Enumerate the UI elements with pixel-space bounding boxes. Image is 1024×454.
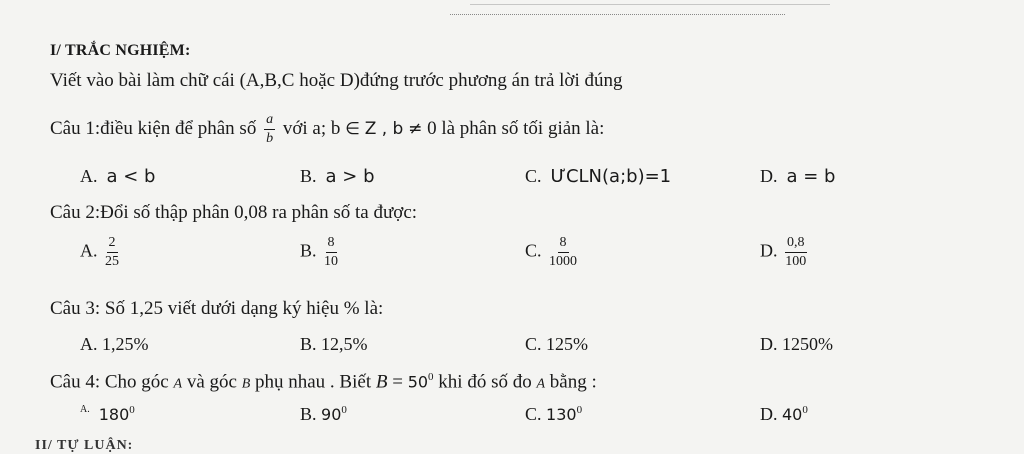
q4-part-5: bằng : — [549, 371, 597, 393]
frac-den: 25 — [105, 254, 119, 269]
option-label: B. — [300, 334, 317, 354]
option-label: A. — [80, 166, 98, 186]
instruction: Viết vào bài làm chữ cái (A,B,C hoặc D)đứng trước phương án trả lời đúng — [50, 70, 623, 91]
option-text: a < b — [106, 166, 156, 187]
q1-fraction — [264, 113, 275, 146]
option-degree: 0 — [802, 404, 808, 416]
q2-option-d — [760, 236, 810, 269]
q1-mid: với a; b — [282, 117, 341, 139]
question-1 — [50, 113, 604, 146]
q4-part-3: phụ nhau . Biết — [255, 371, 372, 393]
q1-in-symbol: ∈ — [345, 118, 360, 139]
option-fraction — [105, 236, 119, 269]
q4-option-c — [525, 404, 582, 425]
q1-frac-num: a — [264, 113, 275, 130]
q1-neq-symbol: ≠ — [408, 118, 423, 139]
q1-after: 0 là phân số tối giản là: — [427, 117, 605, 139]
q4-eq-degree: 0 — [428, 371, 434, 383]
q4-eq-value: 50 — [407, 372, 429, 392]
option-text: a = b — [786, 166, 836, 187]
option-text: 1,25% — [102, 334, 149, 354]
q3-option-a — [80, 334, 149, 355]
q4-eq-b: B — [375, 371, 388, 393]
next-section-title-cut: II/ TỰ LUẬN: — [35, 438, 134, 453]
option-value: 90 — [321, 405, 342, 424]
frac-num: 8 — [326, 236, 337, 253]
option-degree: 0 — [576, 404, 583, 416]
q3-option-c — [525, 334, 588, 355]
option-value: 180 — [98, 405, 130, 424]
q1-set-z: Z , b — [364, 118, 404, 139]
option-label: B. — [300, 404, 317, 424]
frac-den: 1000 — [549, 254, 578, 269]
frac-num: 2 — [107, 236, 118, 253]
option-label: C. — [525, 166, 542, 186]
option-label: D. — [760, 240, 778, 261]
option-label: A. — [80, 334, 98, 354]
option-value: 40 — [782, 405, 803, 424]
q1-before: Câu 1:điều kiện để phân số — [50, 117, 257, 139]
question-2: Câu 2:Đổi số thập phân 0,08 ra phân số ta được: — [50, 202, 418, 223]
option-label: D. — [760, 334, 778, 354]
q3-option-d — [760, 334, 833, 355]
question-3: Câu 3: Số 1,25 viết dưới dạng ký hiệu % là: — [50, 298, 384, 319]
option-text: ƯCLN(a;b)=1 — [550, 166, 672, 187]
q4-eq-sign: = — [392, 371, 403, 393]
option-label: C. — [525, 334, 542, 354]
question-4 — [50, 371, 597, 393]
frac-num: 0,8 — [785, 236, 807, 253]
option-label: C. — [525, 240, 542, 261]
q4-option-d — [760, 404, 808, 425]
option-fraction — [549, 236, 577, 269]
q3-option-b — [300, 334, 368, 355]
q4-option-a — [80, 404, 135, 425]
q4-angle-a-2: A — [536, 376, 546, 392]
option-fraction — [324, 236, 338, 269]
option-label: D. — [760, 166, 778, 186]
frac-den: 10 — [324, 254, 339, 269]
q4-option-b — [300, 404, 347, 425]
q4-angle-a: A — [173, 376, 183, 392]
option-value: 130 — [546, 405, 577, 424]
option-text: 125% — [546, 334, 589, 354]
q1-option-d — [760, 166, 835, 187]
top-dotted-line — [450, 14, 785, 15]
option-fraction — [785, 236, 807, 269]
option-label: C. — [525, 404, 542, 424]
q1-option-b — [300, 166, 375, 187]
q1-option-a — [80, 166, 155, 187]
option-label: A. — [80, 404, 90, 415]
q4-part-1: Câu 4: Cho góc — [50, 371, 169, 393]
q1-option-c — [525, 166, 671, 187]
q1-frac-den: b — [266, 131, 274, 146]
q4-part-4: khi đó số đo — [438, 371, 532, 393]
option-text: 12,5% — [321, 334, 368, 354]
option-label: B. — [300, 166, 317, 186]
option-label: B. — [300, 240, 317, 261]
frac-den: 100 — [785, 254, 807, 269]
option-text: 1250% — [782, 334, 833, 354]
option-text: a > b — [325, 166, 375, 187]
q2-option-b — [300, 236, 341, 269]
q2-option-c — [525, 236, 580, 269]
top-scribble — [470, 0, 830, 5]
option-degree: 0 — [341, 404, 347, 416]
q2-option-a — [80, 236, 122, 269]
q4-part-2: và góc — [186, 371, 237, 393]
option-label: A. — [80, 240, 98, 261]
q4-angle-b: B — [241, 376, 251, 392]
option-label: D. — [760, 404, 778, 424]
option-degree: 0 — [129, 404, 135, 416]
frac-num: 8 — [558, 236, 569, 253]
section-title: I/ TRẮC NGHIỆM: — [50, 42, 191, 59]
